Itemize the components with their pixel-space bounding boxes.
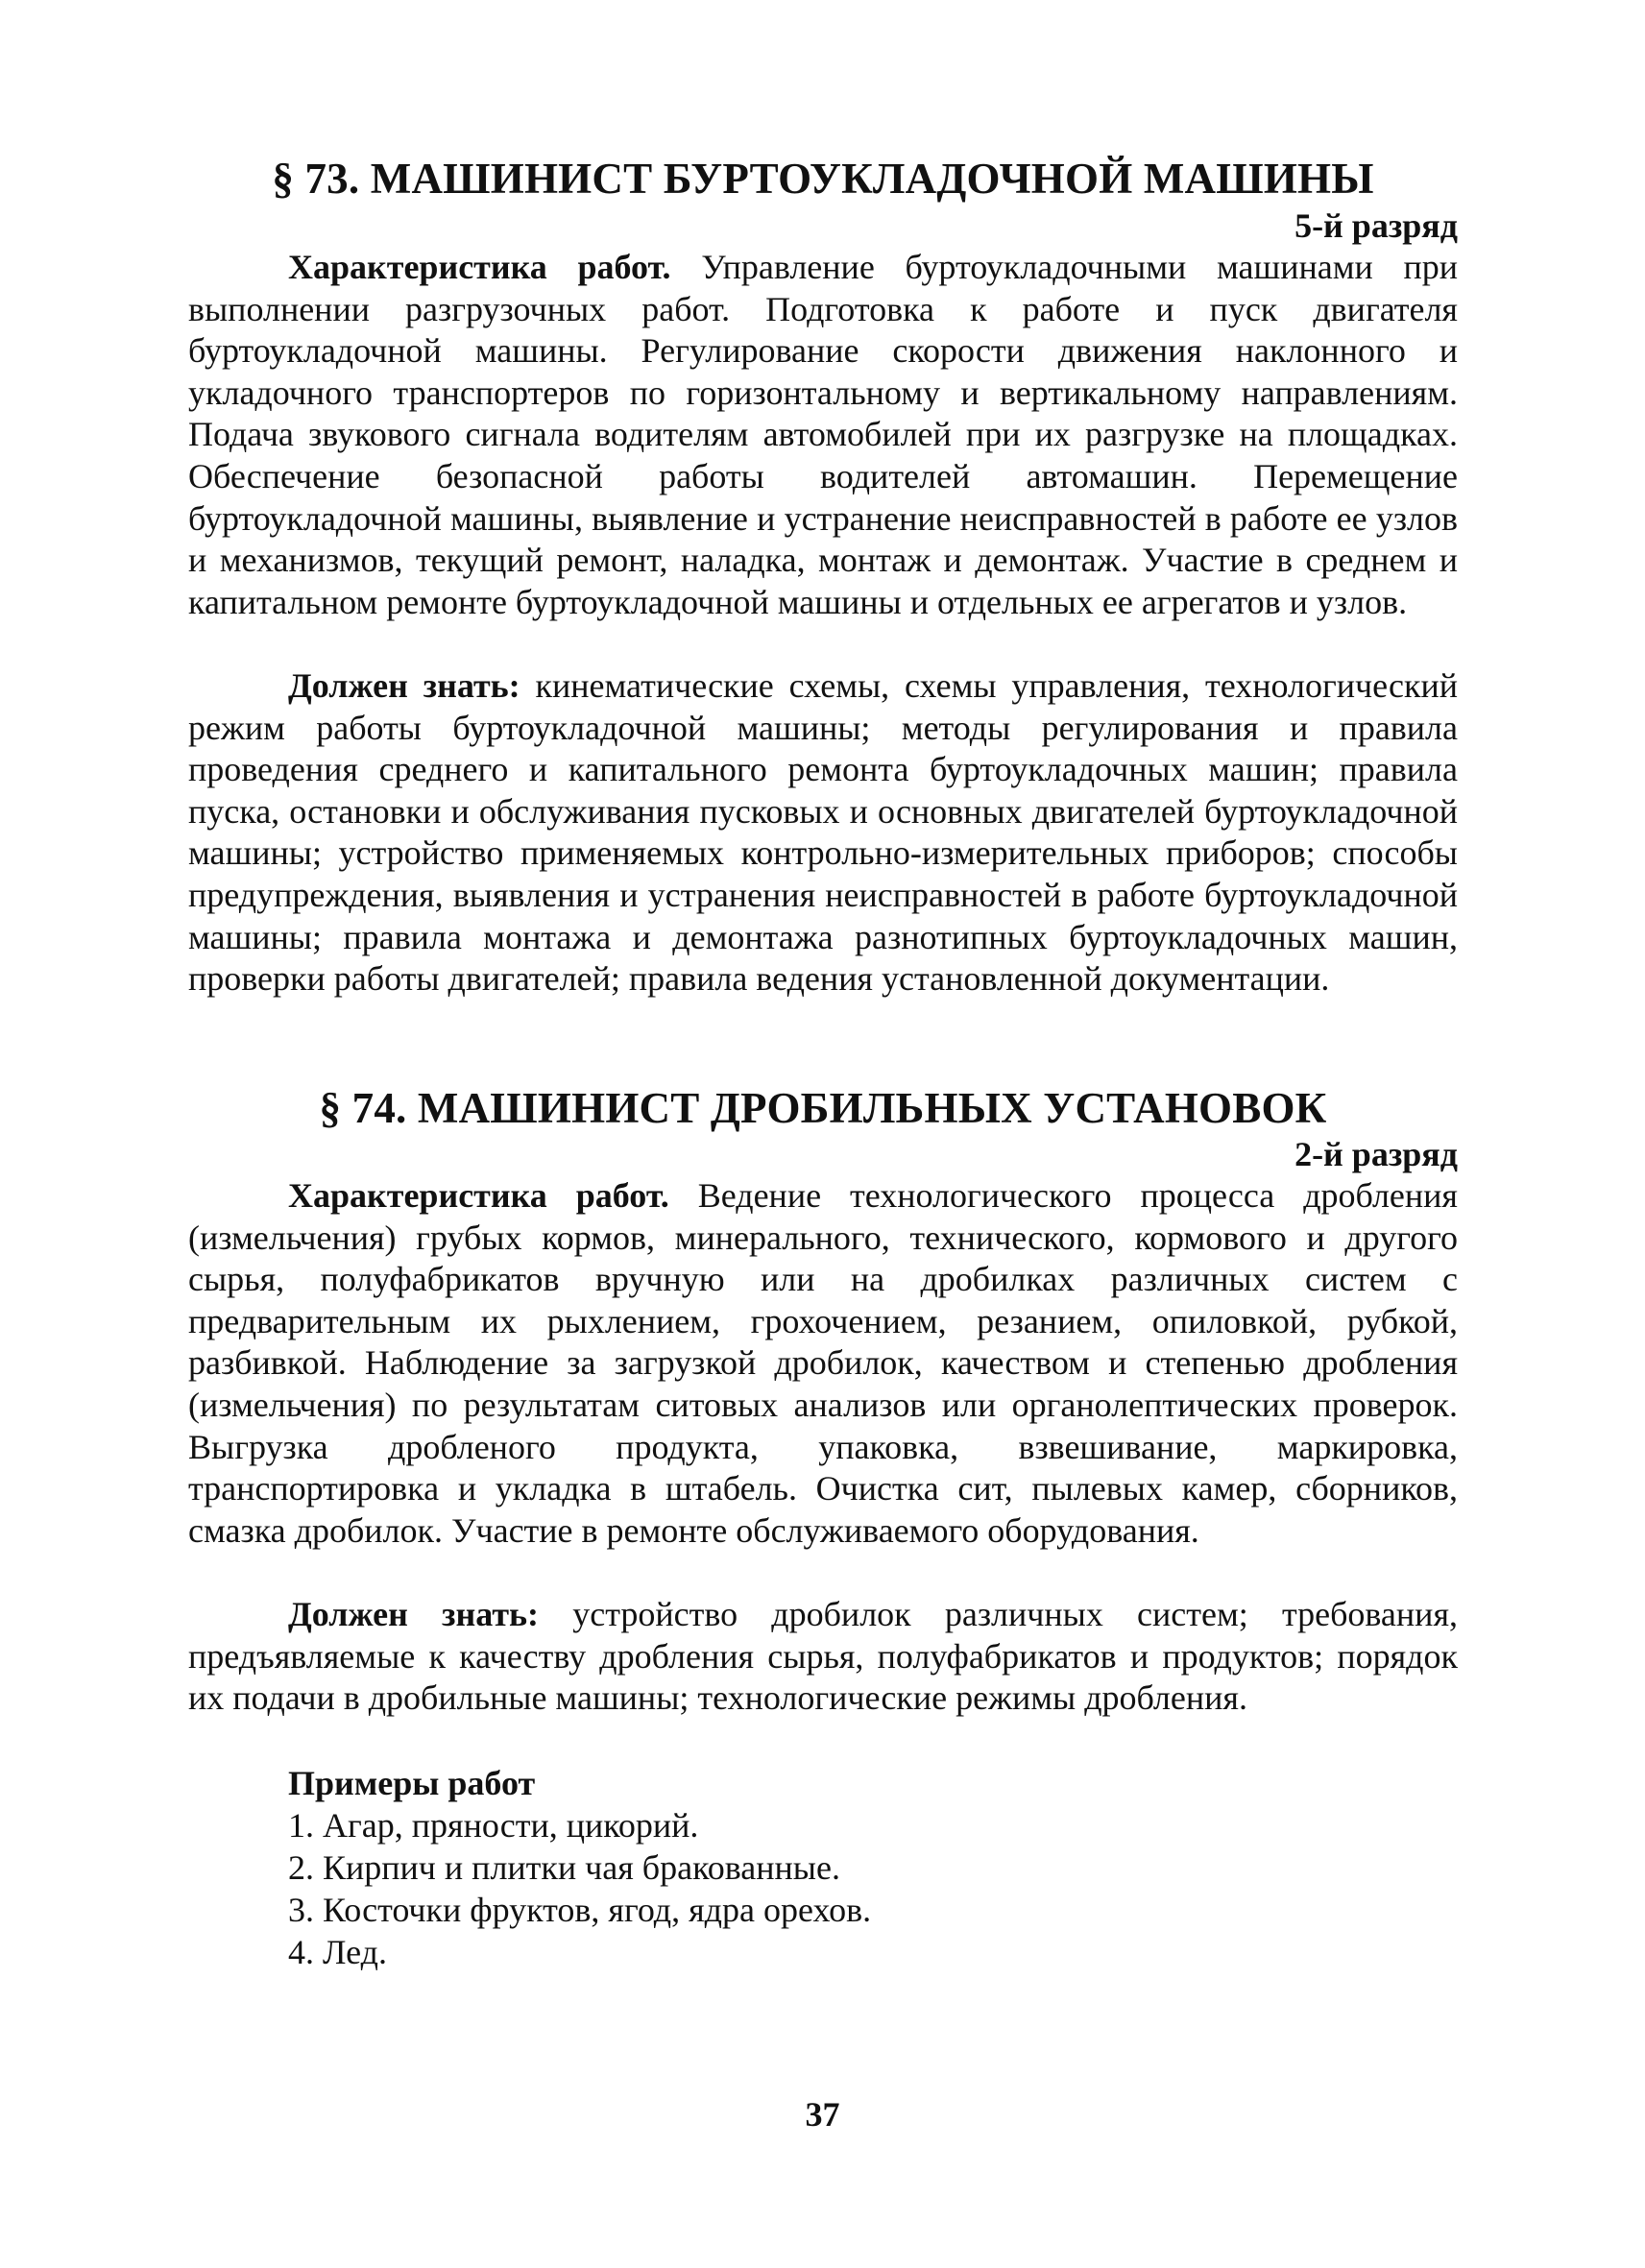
- section-73-grade: 5-й разряд: [1294, 206, 1458, 245]
- example-item: 3. Косточки фруктов, ягод, ядра орехов.: [288, 1891, 872, 1929]
- example-item: 2. Кирпич и плитки чая бракованные.: [288, 1848, 840, 1887]
- characteristic-label: Характеристика работ.: [288, 1176, 669, 1215]
- example-item: 4. Лед.: [288, 1933, 387, 1971]
- characteristic-label: Характеристика работ.: [288, 248, 671, 286]
- knowledge-text: устройство дробилок различных систем; требования, предъявляемые к качеству дробления сырья, полуфабрикатов и продуктов; порядок их подачи в дробильные машины; технологические режимы дробления.: [188, 1595, 1459, 1718]
- section-74-grade: 2-й разряд: [1294, 1135, 1458, 1173]
- knowledge-text: кинематические схемы, схемы управления, технологический режим работы буртоукладочной машины; методы регулирования и правила проведения среднего и капитального ремонта буртоукладочных машин; правила пуска, остановки и обслуживания пусковых и основных двигателей буртоукладочной машины; устройство применяемых контрольно-измерительных приборов; способы предупреждения, выявления и устранения неисправностей в работе буртоукладочной машины; правила монтажа и демонтажа разнотипных буртоукладочных машин, проверки работы двигателей; правила ведения установленной документации.: [188, 666, 1459, 999]
- knowledge-label: Должен знать:: [288, 1595, 540, 1633]
- section-74-characteristic-paragraph: [188, 1175, 1458, 1552]
- characteristic-text: Ведение технологического процесса дробления (измельчения) грубых кормов, минерального, технического, кормового и другого сырья, полуфабрикатов вручную или на дробилках различных систем с предварительным их рыхлением, грохочением, резанием, опиловкой, рубкой, разбивкой. Наблюдение за загрузкой дробилок, качеством и степенью дробления (измельчения) по результатам ситовых анализов или органолептических проверок. Выгрузка дробленого продукта, упаковка, взвешивание, маркировка, транспортировка и укладка в штабель. Очистка сит, пылевых камер, сборников, смазка дробилок. Участие в ремонте обслуживаемого оборудования.: [188, 1176, 1458, 1550]
- section-73-characteristic-paragraph: [188, 247, 1458, 623]
- section-73-knowledge-paragraph: [188, 665, 1458, 1001]
- section-74-knowledge-paragraph: [188, 1594, 1458, 1720]
- knowledge-label: Должен знать:: [288, 666, 520, 705]
- characteristic-text: Управление буртоукладочными машинами при выполнении разгрузочных работ. Подготовка к работе и пуск двигателя буртоукладочной машины. Регулирование скорости движения наклонного и укладочного транспортеров по горизонтальному и вертикальному направлениям. Подача звукового сигнала водителям автомобилей при их разгрузке на площадках. Обеспечение безопасной работы водителей автомашин. Перемещение буртоукладочной машины, выявление и устранение неисправностей в работе ее узлов и механизмов, текущий ремонт, наладка, монтаж и демонтаж. Участие в среднем и капитальном ремонте буртоукладочной машины и отдельных ее агрегатов и узлов.: [188, 248, 1458, 621]
- section-74-heading: § 74. МАШИНИСТ ДРОБИЛЬНЫХ УСТАНОВОК: [319, 1084, 1327, 1132]
- section-73-heading: § 73. МАШИНИСТ БУРТОУКЛАДОЧНОЙ МАШИНЫ: [272, 155, 1374, 203]
- example-item: 1. Агар, пряности, цикорий.: [288, 1806, 699, 1845]
- page-number: 37: [805, 2095, 840, 2134]
- examples-title: Примеры работ: [288, 1764, 536, 1802]
